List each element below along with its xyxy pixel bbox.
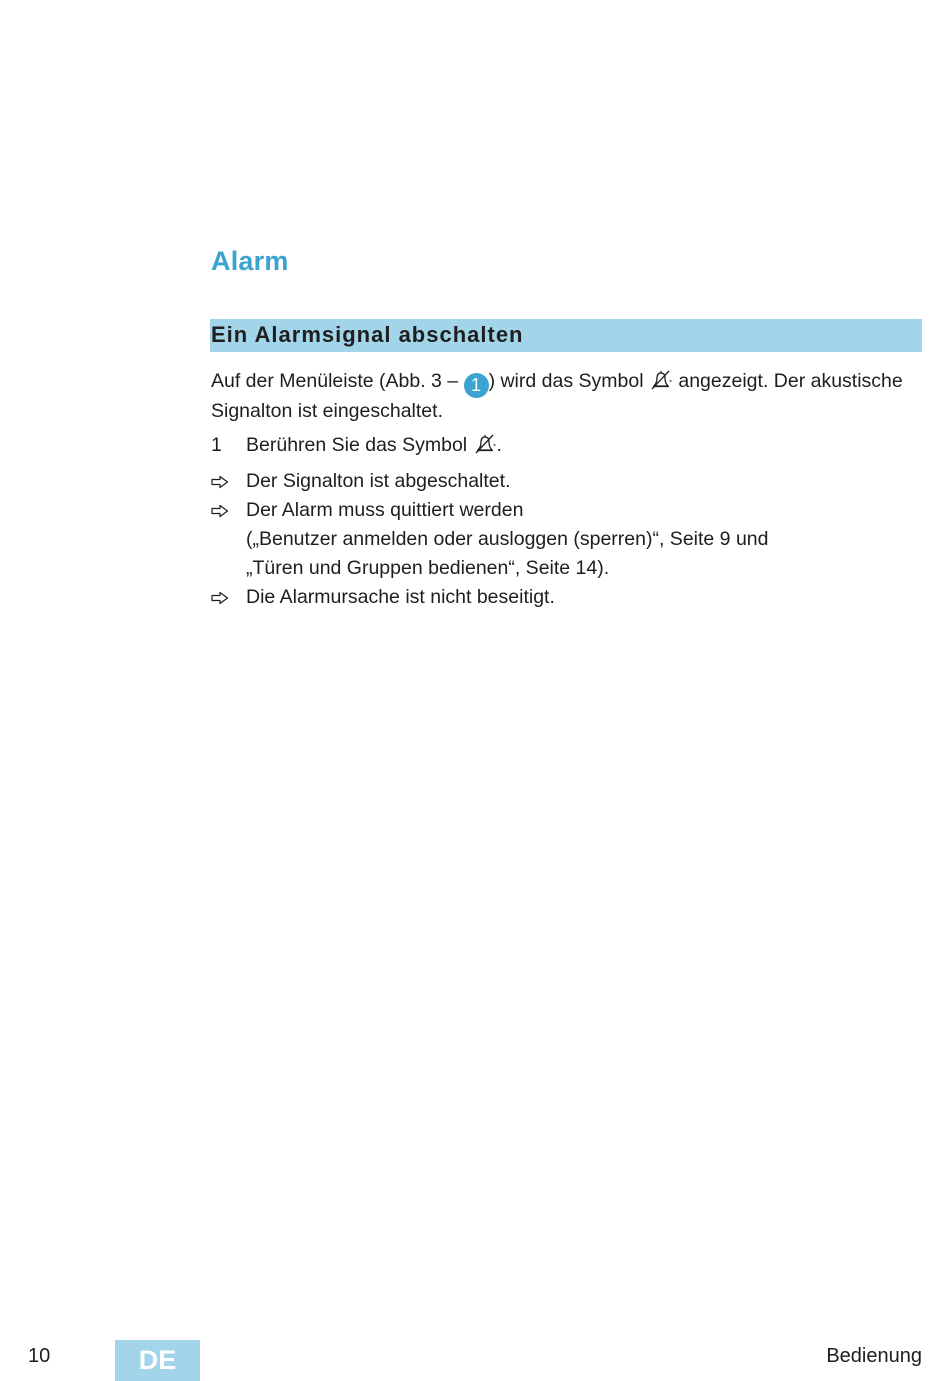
step-number: 1 <box>211 434 222 456</box>
result-line: („Benutzer anmelden oder ausloggen (sperren)“, Seite 9 und <box>246 528 769 550</box>
subsection-band <box>210 319 922 352</box>
footer-language-badge: DE <box>115 1340 200 1381</box>
instruction-step <box>211 431 923 460</box>
intro-text-after-symbol: angezeigt. Der akustische Signalton ist eingeschaltet. <box>211 370 903 422</box>
content-body <box>211 368 923 612</box>
callout-badge: 1 <box>464 373 489 398</box>
result-line: Der Signalton ist abgeschaltet. <box>246 470 511 492</box>
result-item <box>211 583 923 612</box>
result-item <box>211 496 923 583</box>
intro-paragraph <box>211 368 923 425</box>
step-suffix: . <box>496 434 502 456</box>
section-title: Alarm <box>211 246 289 276</box>
result-line: Die Alarmursache ist nicht beseitigt. <box>246 586 555 608</box>
footer-page-number: 10 <box>28 1345 51 1367</box>
result-line: „Türen und Gruppen bedienen“, Seite 14). <box>246 557 610 579</box>
alarm-bell-muted-icon <box>473 432 497 456</box>
result-item <box>211 467 923 496</box>
result-line: Der Alarm muss quittiert werden <box>246 499 524 521</box>
footer-chapter-title: Bedienung <box>826 1345 922 1367</box>
intro-text-before: Auf der Menüleiste (Abb. 3 – <box>211 370 464 392</box>
alarm-bell-muted-icon <box>649 368 673 392</box>
intro-text-after-ref: ) wird das Symbol <box>488 370 649 392</box>
step-text: Berühren Sie das Symbol <box>246 434 473 456</box>
subsection-title: Ein Alarmsignal abschalten <box>211 322 524 347</box>
